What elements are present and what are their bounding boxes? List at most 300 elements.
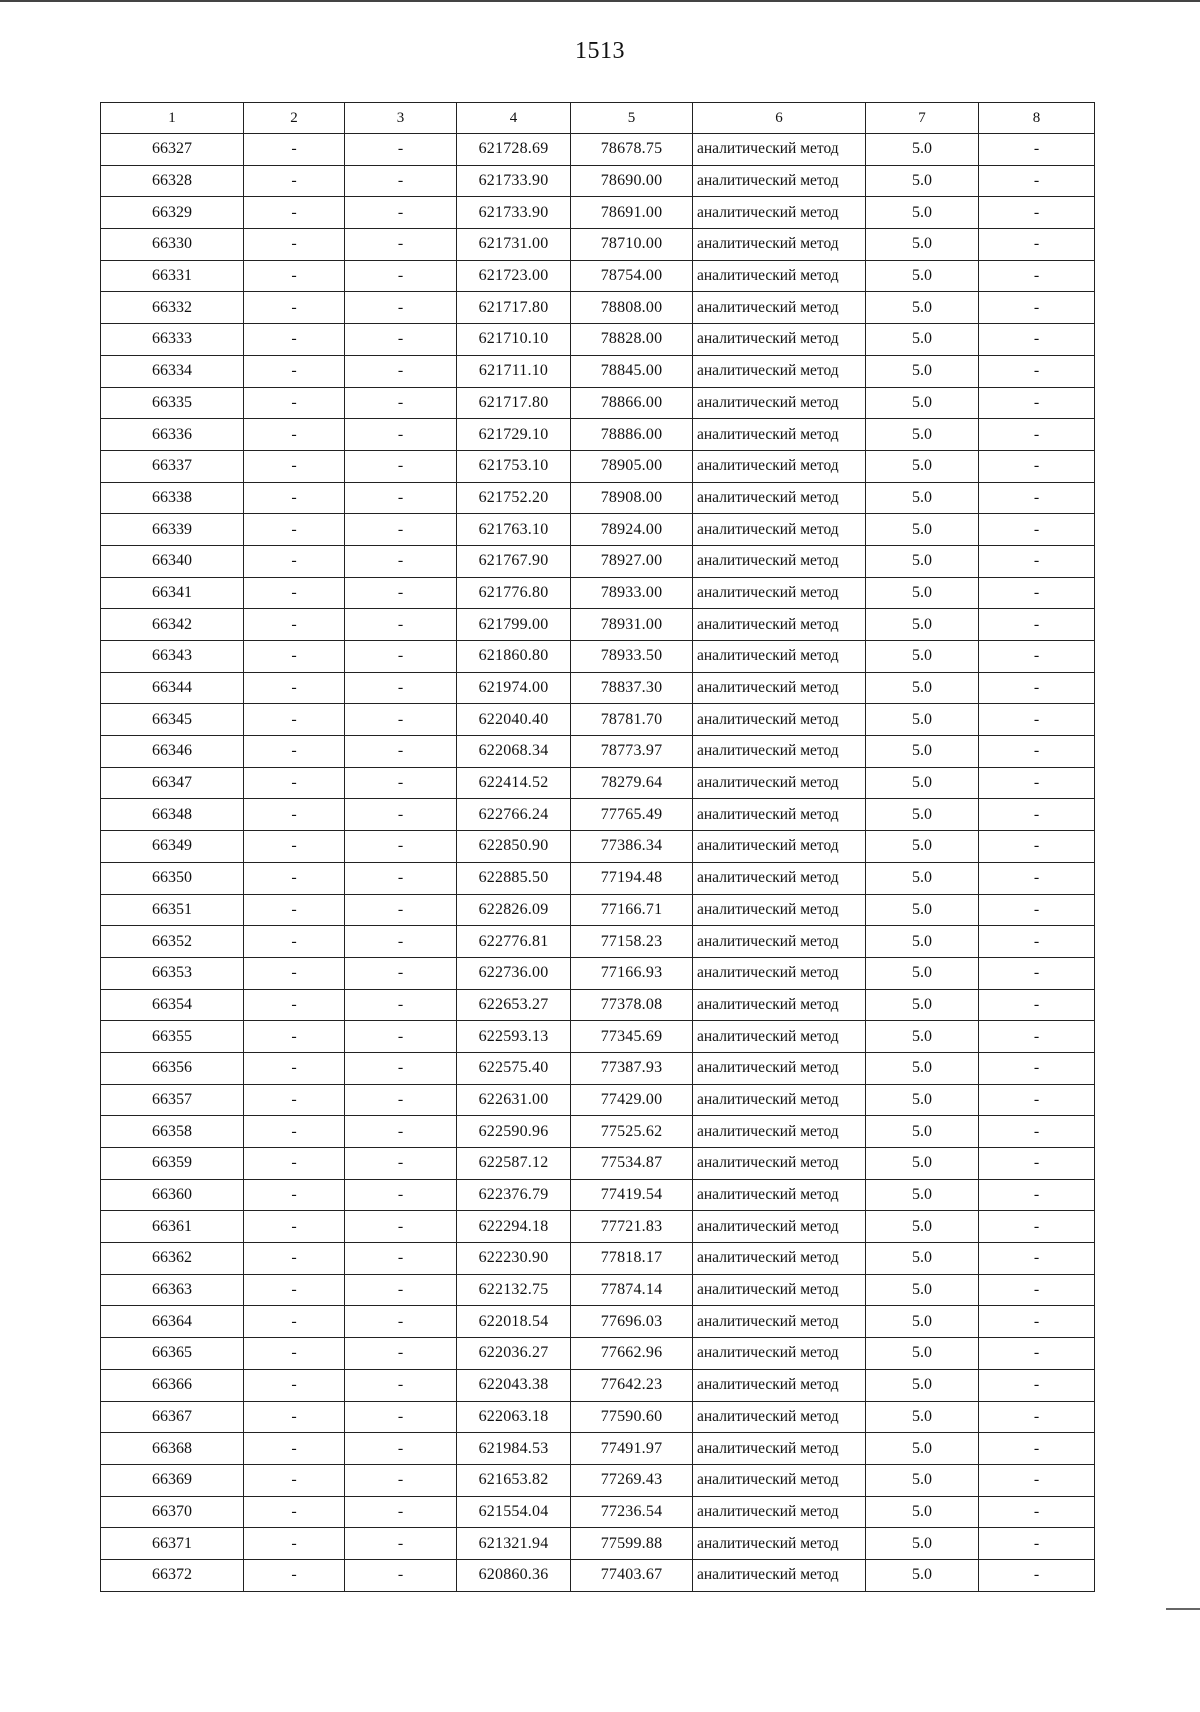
- column-3-value-cell: -: [345, 1084, 457, 1116]
- method-cell: аналитический метод: [693, 1116, 866, 1148]
- method-cell: аналитический метод: [693, 957, 866, 989]
- y-coordinate-cell: 77662.96: [571, 1338, 693, 1370]
- table-row: [101, 609, 1095, 641]
- column-3-value-cell: -: [345, 767, 457, 799]
- x-coordinate-cell: 621974.00: [457, 672, 571, 704]
- table-row: [101, 450, 1095, 482]
- column-3-value-cell: -: [345, 736, 457, 768]
- method-cell: аналитический метод: [693, 229, 866, 261]
- method-cell: аналитический метод: [693, 1148, 866, 1180]
- column-8-value-cell: -: [979, 736, 1095, 768]
- method-cell: аналитический метод: [693, 1369, 866, 1401]
- y-coordinate-cell: 78866.00: [571, 387, 693, 419]
- column-2-value-cell: -: [244, 1116, 345, 1148]
- y-coordinate-cell: 77818.17: [571, 1243, 693, 1275]
- table-row: [101, 1243, 1095, 1275]
- y-coordinate-cell: 77194.48: [571, 862, 693, 894]
- column-3-value-cell: -: [345, 324, 457, 356]
- point-number-cell: 66331: [101, 260, 244, 292]
- accuracy-cell: 5.0: [866, 229, 979, 261]
- column-8-value-cell: -: [979, 1369, 1095, 1401]
- y-coordinate-cell: 78837.30: [571, 672, 693, 704]
- accuracy-cell: 5.0: [866, 1401, 979, 1433]
- point-number-cell: 66357: [101, 1084, 244, 1116]
- accuracy-cell: 5.0: [866, 545, 979, 577]
- method-cell: аналитический метод: [693, 1338, 866, 1370]
- y-coordinate-cell: 78678.75: [571, 134, 693, 166]
- column-3-value-cell: -: [345, 894, 457, 926]
- x-coordinate-cell: 621752.20: [457, 482, 571, 514]
- column-8-value-cell: -: [979, 387, 1095, 419]
- point-number-cell: 66343: [101, 641, 244, 673]
- table-row: [101, 1021, 1095, 1053]
- table-row: [101, 134, 1095, 166]
- column-3-value-cell: -: [345, 292, 457, 324]
- y-coordinate-cell: 77419.54: [571, 1179, 693, 1211]
- column-2-value-cell: -: [244, 134, 345, 166]
- method-cell: аналитический метод: [693, 1433, 866, 1465]
- table-row: [101, 704, 1095, 736]
- column-2-value-cell: -: [244, 1433, 345, 1465]
- point-number-cell: 66364: [101, 1306, 244, 1338]
- accuracy-cell: 5.0: [866, 419, 979, 451]
- method-cell: аналитический метод: [693, 1021, 866, 1053]
- x-coordinate-cell: 622593.13: [457, 1021, 571, 1053]
- column-header-4: 4: [457, 103, 571, 134]
- column-header-3: 3: [345, 103, 457, 134]
- column-3-value-cell: -: [345, 1243, 457, 1275]
- column-header-1: 1: [101, 103, 244, 134]
- column-8-value-cell: -: [979, 767, 1095, 799]
- y-coordinate-cell: 78927.00: [571, 545, 693, 577]
- y-coordinate-cell: 78781.70: [571, 704, 693, 736]
- column-2-value-cell: -: [244, 1243, 345, 1275]
- method-cell: аналитический метод: [693, 831, 866, 863]
- y-coordinate-cell: 78279.64: [571, 767, 693, 799]
- point-number-cell: 66359: [101, 1148, 244, 1180]
- method-cell: аналитический метод: [693, 482, 866, 514]
- accuracy-cell: 5.0: [866, 1084, 979, 1116]
- x-coordinate-cell: 622230.90: [457, 1243, 571, 1275]
- x-coordinate-cell: 622587.12: [457, 1148, 571, 1180]
- table-row: [101, 419, 1095, 451]
- x-coordinate-cell: 621723.00: [457, 260, 571, 292]
- y-coordinate-cell: 77269.43: [571, 1464, 693, 1496]
- column-2-value-cell: -: [244, 831, 345, 863]
- column-8-value-cell: -: [979, 1559, 1095, 1591]
- column-8-value-cell: -: [979, 1211, 1095, 1243]
- point-number-cell: 66332: [101, 292, 244, 324]
- point-number-cell: 66352: [101, 926, 244, 958]
- column-8-value-cell: -: [979, 1306, 1095, 1338]
- column-2-value-cell: -: [244, 704, 345, 736]
- column-3-value-cell: -: [345, 609, 457, 641]
- method-cell: аналитический метод: [693, 1211, 866, 1243]
- column-8-value-cell: -: [979, 545, 1095, 577]
- accuracy-cell: 5.0: [866, 609, 979, 641]
- column-2-value-cell: -: [244, 324, 345, 356]
- x-coordinate-cell: 621733.90: [457, 165, 571, 197]
- x-coordinate-cell: 620860.36: [457, 1559, 571, 1591]
- column-8-value-cell: -: [979, 799, 1095, 831]
- table-row: [101, 1496, 1095, 1528]
- method-cell: аналитический метод: [693, 926, 866, 958]
- page-number: 1513: [575, 38, 625, 64]
- accuracy-cell: 5.0: [866, 736, 979, 768]
- table-row: [101, 831, 1095, 863]
- y-coordinate-cell: 78754.00: [571, 260, 693, 292]
- column-2-value-cell: -: [244, 672, 345, 704]
- point-number-cell: 66367: [101, 1401, 244, 1433]
- y-coordinate-cell: 77721.83: [571, 1211, 693, 1243]
- column-3-value-cell: -: [345, 1179, 457, 1211]
- column-3-value-cell: -: [345, 197, 457, 229]
- method-cell: аналитический метод: [693, 134, 866, 166]
- method-cell: аналитический метод: [693, 894, 866, 926]
- column-2-value-cell: -: [244, 387, 345, 419]
- y-coordinate-cell: 77525.62: [571, 1116, 693, 1148]
- column-2-value-cell: -: [244, 641, 345, 673]
- point-number-cell: 66356: [101, 1052, 244, 1084]
- column-8-value-cell: -: [979, 165, 1095, 197]
- table-row: [101, 894, 1095, 926]
- point-number-cell: 66334: [101, 355, 244, 387]
- accuracy-cell: 5.0: [866, 1464, 979, 1496]
- table-row: [101, 1464, 1095, 1496]
- column-2-value-cell: -: [244, 514, 345, 546]
- method-cell: аналитический метод: [693, 672, 866, 704]
- x-coordinate-cell: 622414.52: [457, 767, 571, 799]
- method-cell: аналитический метод: [693, 260, 866, 292]
- accuracy-cell: 5.0: [866, 292, 979, 324]
- x-coordinate-cell: 622653.27: [457, 989, 571, 1021]
- point-number-cell: 66365: [101, 1338, 244, 1370]
- x-coordinate-cell: 622631.00: [457, 1084, 571, 1116]
- method-cell: аналитический метод: [693, 514, 866, 546]
- y-coordinate-cell: 78828.00: [571, 324, 693, 356]
- accuracy-cell: 5.0: [866, 926, 979, 958]
- accuracy-cell: 5.0: [866, 514, 979, 546]
- column-8-value-cell: -: [979, 1052, 1095, 1084]
- column-8-value-cell: -: [979, 134, 1095, 166]
- column-2-value-cell: -: [244, 260, 345, 292]
- accuracy-cell: 5.0: [866, 957, 979, 989]
- column-3-value-cell: -: [345, 704, 457, 736]
- column-3-value-cell: -: [345, 355, 457, 387]
- column-2-value-cell: -: [244, 957, 345, 989]
- column-3-value-cell: -: [345, 1148, 457, 1180]
- point-number-cell: 66353: [101, 957, 244, 989]
- column-8-value-cell: -: [979, 1148, 1095, 1180]
- point-number-cell: 66354: [101, 989, 244, 1021]
- table-row: [101, 1369, 1095, 1401]
- point-number-cell: 66366: [101, 1369, 244, 1401]
- table-header: [101, 103, 1095, 134]
- table-row: [101, 641, 1095, 673]
- table-row: [101, 926, 1095, 958]
- x-coordinate-cell: 622043.38: [457, 1369, 571, 1401]
- table-row: [101, 736, 1095, 768]
- x-coordinate-cell: 621860.80: [457, 641, 571, 673]
- x-coordinate-cell: 621653.82: [457, 1464, 571, 1496]
- x-coordinate-cell: 621763.10: [457, 514, 571, 546]
- table-row: [101, 545, 1095, 577]
- method-cell: аналитический метод: [693, 387, 866, 419]
- column-8-value-cell: -: [979, 926, 1095, 958]
- accuracy-cell: 5.0: [866, 1306, 979, 1338]
- column-8-value-cell: -: [979, 862, 1095, 894]
- method-cell: аналитический метод: [693, 545, 866, 577]
- column-8-value-cell: -: [979, 1243, 1095, 1275]
- column-2-value-cell: -: [244, 1369, 345, 1401]
- accuracy-cell: 5.0: [866, 260, 979, 292]
- table-row: [101, 387, 1095, 419]
- accuracy-cell: 5.0: [866, 672, 979, 704]
- column-3-value-cell: -: [345, 831, 457, 863]
- column-8-value-cell: -: [979, 1021, 1095, 1053]
- table-row: [101, 1528, 1095, 1560]
- column-2-value-cell: -: [244, 894, 345, 926]
- column-8-value-cell: -: [979, 292, 1095, 324]
- column-2-value-cell: -: [244, 989, 345, 1021]
- accuracy-cell: 5.0: [866, 165, 979, 197]
- accuracy-cell: 5.0: [866, 577, 979, 609]
- point-number-cell: 66358: [101, 1116, 244, 1148]
- point-number-cell: 66371: [101, 1528, 244, 1560]
- accuracy-cell: 5.0: [866, 641, 979, 673]
- x-coordinate-cell: 622850.90: [457, 831, 571, 863]
- column-3-value-cell: -: [345, 229, 457, 261]
- point-number-cell: 66348: [101, 799, 244, 831]
- column-2-value-cell: -: [244, 1021, 345, 1053]
- column-2-value-cell: -: [244, 1179, 345, 1211]
- x-coordinate-cell: 621753.10: [457, 450, 571, 482]
- column-2-value-cell: -: [244, 229, 345, 261]
- table-row: [101, 1211, 1095, 1243]
- column-8-value-cell: -: [979, 1433, 1095, 1465]
- column-2-value-cell: -: [244, 355, 345, 387]
- column-2-value-cell: -: [244, 165, 345, 197]
- x-coordinate-cell: 621710.10: [457, 324, 571, 356]
- y-coordinate-cell: 77765.49: [571, 799, 693, 831]
- accuracy-cell: 5.0: [866, 894, 979, 926]
- column-2-value-cell: -: [244, 767, 345, 799]
- column-8-value-cell: -: [979, 1464, 1095, 1496]
- x-coordinate-cell: 621733.90: [457, 197, 571, 229]
- table-row: [101, 260, 1095, 292]
- point-number-cell: 66329: [101, 197, 244, 229]
- table-row: [101, 1052, 1095, 1084]
- y-coordinate-cell: 78886.00: [571, 419, 693, 451]
- method-cell: аналитический метод: [693, 799, 866, 831]
- x-coordinate-cell: 622132.75: [457, 1274, 571, 1306]
- column-2-value-cell: -: [244, 1306, 345, 1338]
- column-8-value-cell: -: [979, 1528, 1095, 1560]
- accuracy-cell: 5.0: [866, 767, 979, 799]
- column-header-8: 8: [979, 103, 1095, 134]
- table-row: [101, 292, 1095, 324]
- x-coordinate-cell: 621554.04: [457, 1496, 571, 1528]
- column-2-value-cell: -: [244, 197, 345, 229]
- accuracy-cell: 5.0: [866, 1211, 979, 1243]
- column-3-value-cell: -: [345, 545, 457, 577]
- table-row: [101, 577, 1095, 609]
- x-coordinate-cell: 622063.18: [457, 1401, 571, 1433]
- y-coordinate-cell: 78691.00: [571, 197, 693, 229]
- table-row: [101, 482, 1095, 514]
- y-coordinate-cell: 77642.23: [571, 1369, 693, 1401]
- column-3-value-cell: -: [345, 1528, 457, 1560]
- column-8-value-cell: -: [979, 672, 1095, 704]
- column-8-value-cell: -: [979, 1401, 1095, 1433]
- method-cell: аналитический метод: [693, 862, 866, 894]
- column-3-value-cell: -: [345, 387, 457, 419]
- y-coordinate-cell: 77378.08: [571, 989, 693, 1021]
- column-3-value-cell: -: [345, 1401, 457, 1433]
- column-3-value-cell: -: [345, 450, 457, 482]
- accuracy-cell: 5.0: [866, 1338, 979, 1370]
- y-coordinate-cell: 77386.34: [571, 831, 693, 863]
- accuracy-cell: 5.0: [866, 862, 979, 894]
- column-8-value-cell: -: [979, 355, 1095, 387]
- column-2-value-cell: -: [244, 292, 345, 324]
- y-coordinate-cell: 77387.93: [571, 1052, 693, 1084]
- accuracy-cell: 5.0: [866, 1559, 979, 1591]
- y-coordinate-cell: 77403.67: [571, 1559, 693, 1591]
- column-2-value-cell: -: [244, 862, 345, 894]
- table-row: [101, 229, 1095, 261]
- method-cell: аналитический метод: [693, 1243, 866, 1275]
- y-coordinate-cell: 77599.88: [571, 1528, 693, 1560]
- column-2-value-cell: -: [244, 1496, 345, 1528]
- table-row: [101, 672, 1095, 704]
- y-coordinate-cell: 78933.50: [571, 641, 693, 673]
- accuracy-cell: 5.0: [866, 324, 979, 356]
- scan-edge-mark: [1166, 1608, 1200, 1610]
- column-3-value-cell: -: [345, 1433, 457, 1465]
- column-3-value-cell: -: [345, 1052, 457, 1084]
- column-2-value-cell: -: [244, 1211, 345, 1243]
- method-cell: аналитический метод: [693, 1496, 866, 1528]
- x-coordinate-cell: 622018.54: [457, 1306, 571, 1338]
- column-8-value-cell: -: [979, 419, 1095, 451]
- point-number-cell: 66333: [101, 324, 244, 356]
- column-8-value-cell: -: [979, 1274, 1095, 1306]
- column-8-value-cell: -: [979, 989, 1095, 1021]
- y-coordinate-cell: 78933.00: [571, 577, 693, 609]
- x-coordinate-cell: 622885.50: [457, 862, 571, 894]
- y-coordinate-cell: 78908.00: [571, 482, 693, 514]
- table-row: [101, 355, 1095, 387]
- x-coordinate-cell: 622036.27: [457, 1338, 571, 1370]
- method-cell: аналитический метод: [693, 165, 866, 197]
- point-number-cell: 66330: [101, 229, 244, 261]
- accuracy-cell: 5.0: [866, 1021, 979, 1053]
- x-coordinate-cell: 622766.24: [457, 799, 571, 831]
- y-coordinate-cell: 77158.23: [571, 926, 693, 958]
- y-coordinate-cell: 77429.00: [571, 1084, 693, 1116]
- point-number-cell: 66355: [101, 1021, 244, 1053]
- table-row: [101, 1433, 1095, 1465]
- table-row: [101, 862, 1095, 894]
- method-cell: аналитический метод: [693, 767, 866, 799]
- method-cell: аналитический метод: [693, 736, 866, 768]
- accuracy-cell: 5.0: [866, 1274, 979, 1306]
- method-cell: аналитический метод: [693, 989, 866, 1021]
- x-coordinate-cell: 621729.10: [457, 419, 571, 451]
- x-coordinate-cell: 622826.09: [457, 894, 571, 926]
- column-2-value-cell: -: [244, 450, 345, 482]
- point-number-cell: 66336: [101, 419, 244, 451]
- method-cell: аналитический метод: [693, 1179, 866, 1211]
- column-8-value-cell: -: [979, 482, 1095, 514]
- column-2-value-cell: -: [244, 545, 345, 577]
- y-coordinate-cell: 78845.00: [571, 355, 693, 387]
- accuracy-cell: 5.0: [866, 355, 979, 387]
- table-row: [101, 1116, 1095, 1148]
- method-cell: аналитический метод: [693, 197, 866, 229]
- y-coordinate-cell: 78773.97: [571, 736, 693, 768]
- x-coordinate-cell: 621728.69: [457, 134, 571, 166]
- accuracy-cell: 5.0: [866, 1179, 979, 1211]
- x-coordinate-cell: 621321.94: [457, 1528, 571, 1560]
- point-number-cell: 66368: [101, 1433, 244, 1465]
- y-coordinate-cell: 77590.60: [571, 1401, 693, 1433]
- accuracy-cell: 5.0: [866, 799, 979, 831]
- column-2-value-cell: -: [244, 1401, 345, 1433]
- y-coordinate-cell: 78924.00: [571, 514, 693, 546]
- column-3-value-cell: -: [345, 799, 457, 831]
- column-8-value-cell: -: [979, 1116, 1095, 1148]
- table-row: [101, 799, 1095, 831]
- accuracy-cell: 5.0: [866, 1369, 979, 1401]
- column-3-value-cell: -: [345, 577, 457, 609]
- column-3-value-cell: -: [345, 482, 457, 514]
- accuracy-cell: 5.0: [866, 1148, 979, 1180]
- table-row: [101, 324, 1095, 356]
- point-number-cell: 66345: [101, 704, 244, 736]
- point-number-cell: 66347: [101, 767, 244, 799]
- y-coordinate-cell: 77345.69: [571, 1021, 693, 1053]
- accuracy-cell: 5.0: [866, 134, 979, 166]
- column-3-value-cell: -: [345, 989, 457, 1021]
- method-cell: аналитический метод: [693, 1274, 866, 1306]
- table-row: [101, 1274, 1095, 1306]
- table-body: [101, 134, 1095, 1592]
- column-3-value-cell: -: [345, 134, 457, 166]
- point-number-cell: 66344: [101, 672, 244, 704]
- y-coordinate-cell: 77874.14: [571, 1274, 693, 1306]
- column-8-value-cell: -: [979, 641, 1095, 673]
- point-number-cell: 66337: [101, 450, 244, 482]
- point-number-cell: 66339: [101, 514, 244, 546]
- point-number-cell: 66328: [101, 165, 244, 197]
- accuracy-cell: 5.0: [866, 1052, 979, 1084]
- x-coordinate-cell: 622776.81: [457, 926, 571, 958]
- column-2-value-cell: -: [244, 577, 345, 609]
- column-2-value-cell: -: [244, 1559, 345, 1591]
- column-8-value-cell: -: [979, 1084, 1095, 1116]
- accuracy-cell: 5.0: [866, 197, 979, 229]
- column-8-value-cell: -: [979, 957, 1095, 989]
- point-number-cell: 66327: [101, 134, 244, 166]
- table-row: [101, 1306, 1095, 1338]
- column-8-value-cell: -: [979, 704, 1095, 736]
- x-coordinate-cell: 621731.00: [457, 229, 571, 261]
- column-3-value-cell: -: [345, 1116, 457, 1148]
- column-header-6: 6: [693, 103, 866, 134]
- method-cell: аналитический метод: [693, 641, 866, 673]
